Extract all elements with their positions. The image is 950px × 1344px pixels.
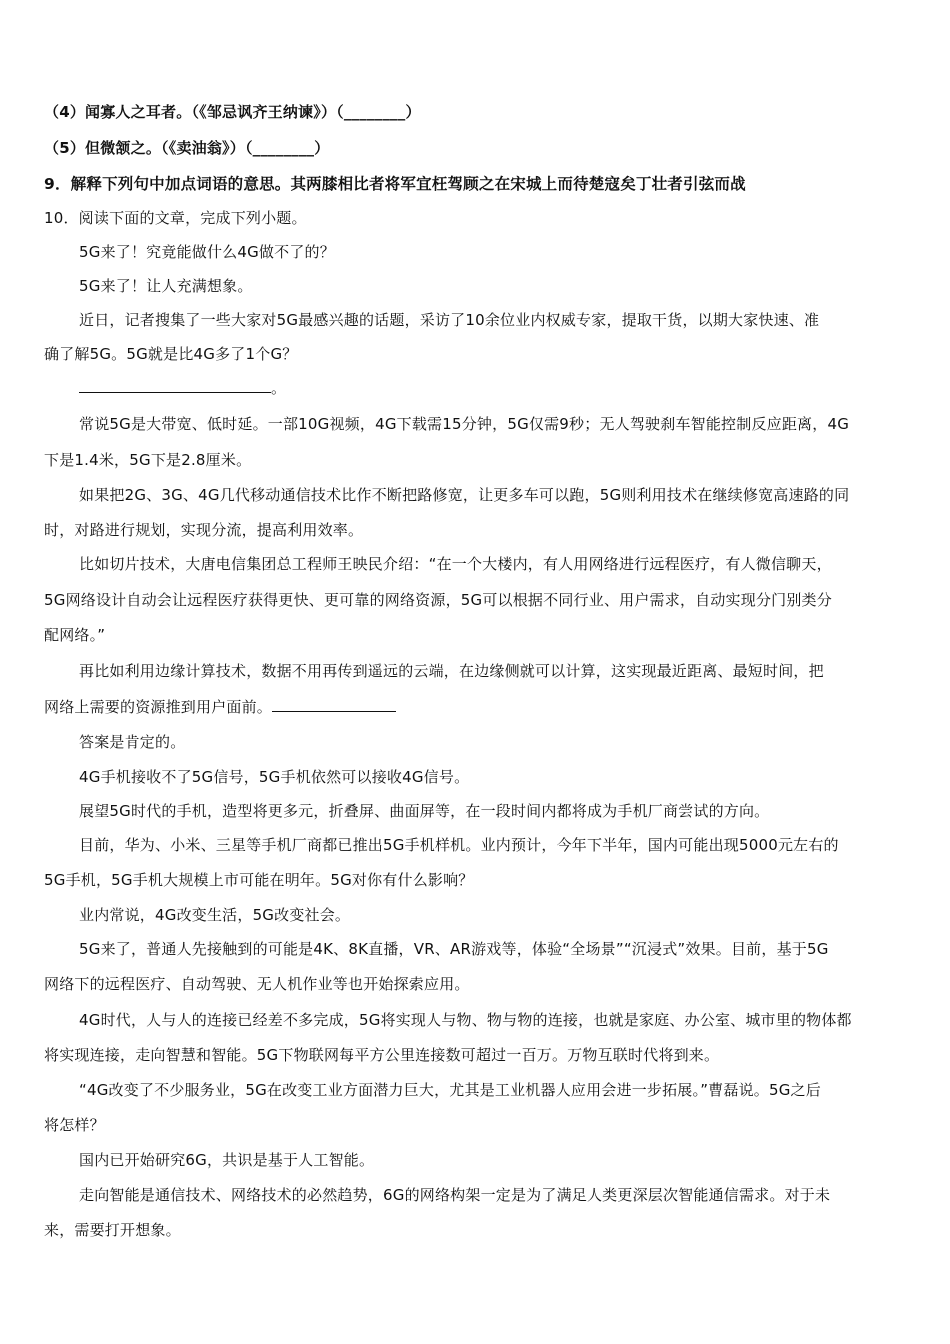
paragraph-5-line-1: 如果把2G、3G、4G几代移动通信技术比作不断把路修宽，让更多车可以跑，5G则利用技术在继续修宽高速路的同 xyxy=(79,486,850,504)
paragraph-2: 5G来了！让人充满想象。 xyxy=(79,277,253,295)
paragraph-10: 展望5G时代的手机，造型将更多元，折叠屏、曲面屏等，在一段时间内都将成为手机厂商尝试的方向。 xyxy=(79,802,770,820)
paragraph-6-line-2: 5G网络设计自动会让远程医疗获得更快、更可靠的网络资源，5G可以根据不同行业、用户需求，自动实现分门别类分 xyxy=(44,591,832,609)
blank-period: 。 xyxy=(271,379,287,397)
paragraph-16: 国内已开始研究6G，共识是基于人工智能。 xyxy=(79,1151,375,1169)
paragraph-5-line-2: 时，对路进行规划，实现分流，提高利用效率。 xyxy=(44,521,364,539)
paragraph-14-line-1: 4G时代，人与人的连接已经差不多完成，5G将实现人与物、物与物的连接，也就是家庭、办公室、城市里的物体都 xyxy=(79,1011,852,1029)
paragraph-1: 5G来了！究竟能做什么4G做不了的？ xyxy=(79,243,335,261)
question-10: 10．阅读下面的文章，完成下列小题。 xyxy=(44,209,307,227)
blank-line xyxy=(79,378,271,393)
paragraph-9: 4G手机接收不了5G信号，5G手机依然可以接收4G信号。 xyxy=(79,768,470,786)
paragraph-14-line-2: 将实现连接，走向智慧和智能。5G下物联网每平方公里连接数可超过一百万。万物互联时代将到来。 xyxy=(44,1046,720,1064)
paragraph-15-line-2: 将怎样？ xyxy=(44,1116,105,1134)
paragraph-7-line-1: 再比如利用边缘计算技术，数据不用再传到遥远的云端，在边缘侧就可以计算，这实现最近距离、最短时间，把 xyxy=(79,662,824,680)
paragraph-17-line-2: 来，需要打开想象。 xyxy=(44,1221,181,1239)
paragraph-13-line-1: 5G来了，普通人先接触到的可能是4K、8K直播，VR、AR游戏等，体验“全场景”“沉浸式”效果。目前，基于5G xyxy=(79,940,829,958)
paragraph-7-line-2-text: 网络上需要的资源推到用户面前。 xyxy=(44,698,273,716)
paragraph-11-line-2: 5G手机，5G手机大规模上市可能在明年。5G对你有什么影响？ xyxy=(44,871,474,889)
paragraph-3-line-1: 近日，记者搜集了一些大家对5G最感兴趣的话题，采访了10余位业内权威专家，提取干货，以期大家快速、准 xyxy=(79,311,820,329)
paragraph-7-line-2 xyxy=(44,696,906,718)
paragraph-4-line-2: 下是1.4米，5G下是2.8厘米。 xyxy=(44,451,252,469)
answer-blank-1 xyxy=(79,377,906,399)
paragraph-11-line-1: 目前，华为、小米、三星等手机厂商都已推出5G手机样机。业内预计，今年下半年，国内可能出现5000元左右的 xyxy=(79,836,839,854)
paragraph-13-line-2: 网络下的远程医疗、自动驾驶、无人机作业等也开始探索应用。 xyxy=(44,975,470,993)
blank-line xyxy=(272,697,396,712)
paragraph-6-line-3: 配网络。” xyxy=(44,626,106,644)
paragraph-17-line-1: 走向智能是通信技术、网络技术的必然趋势，6G的网络构架一定是为了满足人类更深层次智能通信需求。对于未 xyxy=(79,1186,831,1204)
paragraph-3-line-2: 确了解5G。5G就是比4G多了1个G？ xyxy=(44,345,298,363)
paragraph-4-line-1: 常说5G是大带宽、低时延。一部10G视频，4G下载需15分钟，5G仅需9秒；无人驾驶刹车智能控制反应距离，4G xyxy=(79,415,850,433)
paragraph-8: 答案是肯定的。 xyxy=(79,733,186,751)
paragraph-12: 业内常说，4G改变生活，5G改变社会。 xyxy=(79,906,351,924)
paragraph-6-line-1: 比如切片技术，大唐电信集团总工程师王映民介绍：“在一个大楼内，有人用网络进行远程医疗，有人微信聊天， xyxy=(79,555,832,573)
paragraph-15-line-1: “4G改变了不少服务业，5G在改变工业方面潜力巨大，尤其是工业机器人应用会进一步拓展。”曹磊说。5G之后 xyxy=(79,1081,821,1099)
question-9: 9．解释下列句中加点词语的意思。其两膝相比者将军宜枉驾顾之在宋城上而待楚寇矣丁壮者引弦而战 xyxy=(44,175,746,193)
question-5: （5）但微颔之。（《卖油翁》）（________） xyxy=(44,139,330,157)
question-4: （4）闻寡人之耳者。（《邹忌讽齐王纳谏》）（________） xyxy=(44,103,421,121)
